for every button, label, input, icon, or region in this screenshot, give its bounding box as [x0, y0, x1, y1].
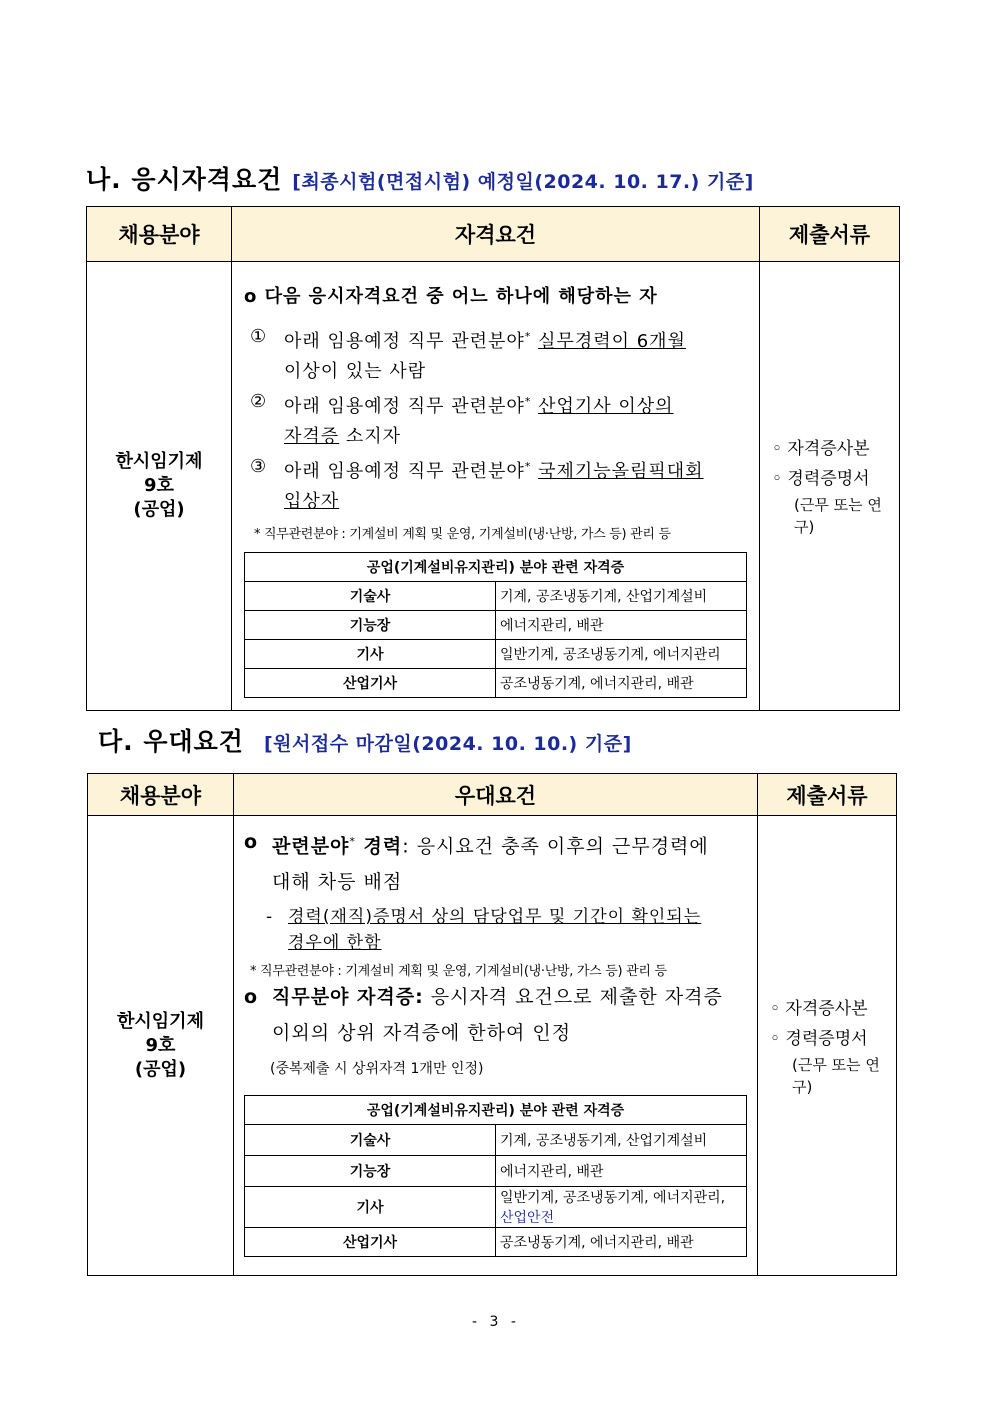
- documents-cell: [760, 262, 900, 711]
- certificate-text: 응시자격 요건으로 제출한 자격증: [423, 986, 723, 1009]
- category-cell: [88, 816, 234, 1276]
- certificate-row: [245, 640, 747, 669]
- item-underlined: 실무경력이 6개월: [538, 331, 686, 352]
- certificate-items: [496, 1187, 747, 1228]
- item-star: *: [524, 395, 532, 408]
- item-underlined: 국제기능올림픽대회: [538, 461, 704, 482]
- certificate-items: 일반기계, 공조냉동기계, 에너지관리: [496, 640, 747, 669]
- certificate-row: [245, 1125, 747, 1156]
- certificate-level: 기술사: [245, 1125, 496, 1156]
- document-item: ◦ 자격증사본: [772, 439, 870, 459]
- condition-text: 경력(재직)증명서 상의 담당업무 및 기간이 확인되는: [288, 907, 702, 928]
- document-note: (근무 또는 연구): [794, 496, 882, 536]
- career-text-2: 대해 차등 배점: [272, 871, 403, 894]
- career-star: *: [349, 835, 356, 848]
- item-star: *: [524, 460, 532, 473]
- certificate-table-title: 공업(기계설비유지관리) 분야 관련 자격증: [245, 553, 747, 582]
- certificate-text-2: 이외의 상위 자격증에 한하여 인정: [272, 1022, 572, 1045]
- page-number: - 3 -: [472, 1314, 520, 1330]
- header-documents: 제출서류: [758, 774, 897, 816]
- certificate-table: [244, 552, 747, 698]
- qualification-row: [87, 262, 900, 711]
- certificate-note: (중복제출 시 상위자격 1개만 인정): [270, 1061, 484, 1078]
- item-number: ③: [250, 456, 268, 477]
- requirement-intro: o 다음 응시자격요건 중 어느 하나에 해당하는 자: [244, 286, 658, 307]
- preference-row: [88, 816, 897, 1276]
- certificate-items-text: 일반기계, 공조냉동기계, 에너지관리,: [500, 1190, 726, 1207]
- certificate-level: 산업기사: [245, 1228, 496, 1257]
- certificate-items-highlight: 산업안전: [500, 1210, 555, 1227]
- item-number: ①: [250, 326, 268, 347]
- condition-text-2: 경우에 한함: [288, 933, 382, 954]
- certificate-row: [245, 669, 747, 698]
- qualification-table-header: [87, 207, 900, 262]
- section-na-subtitle: [최종시험(면접시험) 예정일(2024. 10. 17.) 기준]: [292, 171, 754, 193]
- certificate-level: 기사: [245, 1187, 496, 1228]
- certificate-level: 기술사: [245, 582, 496, 611]
- certificate-table-title: 공업(기계설비유지관리) 분야 관련 자격증: [245, 1096, 747, 1125]
- category-cell: [87, 262, 232, 711]
- requirement-item: [244, 387, 747, 452]
- bullet: o: [244, 986, 259, 1009]
- category-line: 9호: [144, 475, 174, 496]
- certificate-level: 기사: [245, 640, 496, 669]
- qualification-table: [86, 206, 900, 711]
- requirement-item: [244, 452, 747, 517]
- preference-item-career: [244, 824, 747, 900]
- certificate-level: 기능장: [245, 611, 496, 640]
- certificate-items: 기계, 공조냉동기계, 산업기계설비: [496, 1125, 747, 1156]
- category-line: (공업): [133, 499, 185, 520]
- section-na-title: 나. 응시자격요건: [86, 165, 283, 194]
- certificate-level: 기능장: [245, 1156, 496, 1187]
- dash: -: [266, 907, 274, 928]
- certificate-level: 산업기사: [245, 669, 496, 698]
- certificate-row: [245, 1187, 747, 1228]
- category-line: 한시임기제: [115, 451, 203, 472]
- preference-item-certificate: [244, 979, 747, 1051]
- section-da-title: 다. 우대요건: [98, 727, 244, 756]
- certificate-label: 직무분야 자격증:: [272, 986, 424, 1009]
- item-text: 아래 임용예정 직무 관련분야: [284, 331, 525, 352]
- item-star: *: [524, 330, 532, 343]
- header-requirement: 자격요건: [232, 207, 760, 262]
- section-na-heading: [86, 160, 754, 196]
- header-requirement: 우대요건: [234, 774, 758, 816]
- item-text: 아래 임용예정 직무 관련분야: [284, 461, 525, 482]
- preference-table: [87, 773, 897, 1276]
- header-field: 채용분야: [88, 774, 234, 816]
- footnote: * 직무관련분야 : 기계설비 계획 및 운영, 기계설비(냉·난방, 가스 등) 관리 등: [254, 527, 671, 542]
- category-line: 9호: [145, 1034, 176, 1056]
- certificate-items: 에너지관리, 배관: [496, 611, 747, 640]
- header-field: 채용분야: [87, 207, 232, 262]
- item-rest: 이상이 있는 사람: [284, 361, 427, 382]
- item-rest: 소지자: [345, 426, 402, 447]
- item-underlined-cont: 자격증: [284, 426, 340, 447]
- certificate-row: [245, 1156, 747, 1187]
- certificate-items: 기계, 공조냉동기계, 산업기계설비: [496, 582, 747, 611]
- career-label-2: 경력: [355, 835, 403, 858]
- career-condition: [244, 904, 747, 956]
- item-underlined-cont: 입상자: [284, 491, 340, 512]
- certificate-table: [244, 1095, 747, 1257]
- career-text: : 응시요건 충족 이후의 근무경력에: [402, 835, 709, 858]
- documents-cell: [758, 816, 897, 1276]
- item-underlined: 산업기사 이상의: [538, 396, 674, 417]
- section-da-subtitle: [원서접수 마감일(2024. 10. 10.) 기준]: [263, 733, 632, 755]
- certificate-items: 공조냉동기계, 에너지관리, 배관: [496, 1228, 747, 1257]
- certificate-row: [245, 611, 747, 640]
- document-item: ◦ 자격증사본: [770, 998, 868, 1019]
- section-da-heading: [98, 722, 632, 758]
- document-item: ◦ 경력증명서: [770, 1028, 868, 1049]
- document-note: (근무 또는 연구): [792, 1055, 880, 1096]
- bullet: o: [244, 831, 259, 853]
- requirement-item: [244, 322, 747, 387]
- category-line: 한시임기제: [117, 1010, 204, 1032]
- category-line: (공업): [134, 1058, 187, 1080]
- preference-table-header: [88, 774, 897, 816]
- certificate-items: 에너지관리, 배관: [496, 1156, 747, 1187]
- footnote: * 직무관련분야 : 기계설비 계획 및 운영, 기계설비(냉·난방, 가스 등) 관리 등: [250, 964, 667, 980]
- certificate-items: 공조냉동기계, 에너지관리, 배관: [496, 669, 747, 698]
- preference-cell: [234, 816, 758, 1276]
- certificate-row: [245, 1228, 747, 1257]
- certificate-row: [245, 582, 747, 611]
- document-item: ◦ 경력증명서: [772, 469, 870, 489]
- item-number: ②: [250, 391, 268, 412]
- requirement-cell: [232, 262, 760, 711]
- career-label: 관련분야: [272, 835, 350, 858]
- header-documents: 제출서류: [760, 207, 900, 262]
- item-text: 아래 임용예정 직무 관련분야: [284, 396, 525, 417]
